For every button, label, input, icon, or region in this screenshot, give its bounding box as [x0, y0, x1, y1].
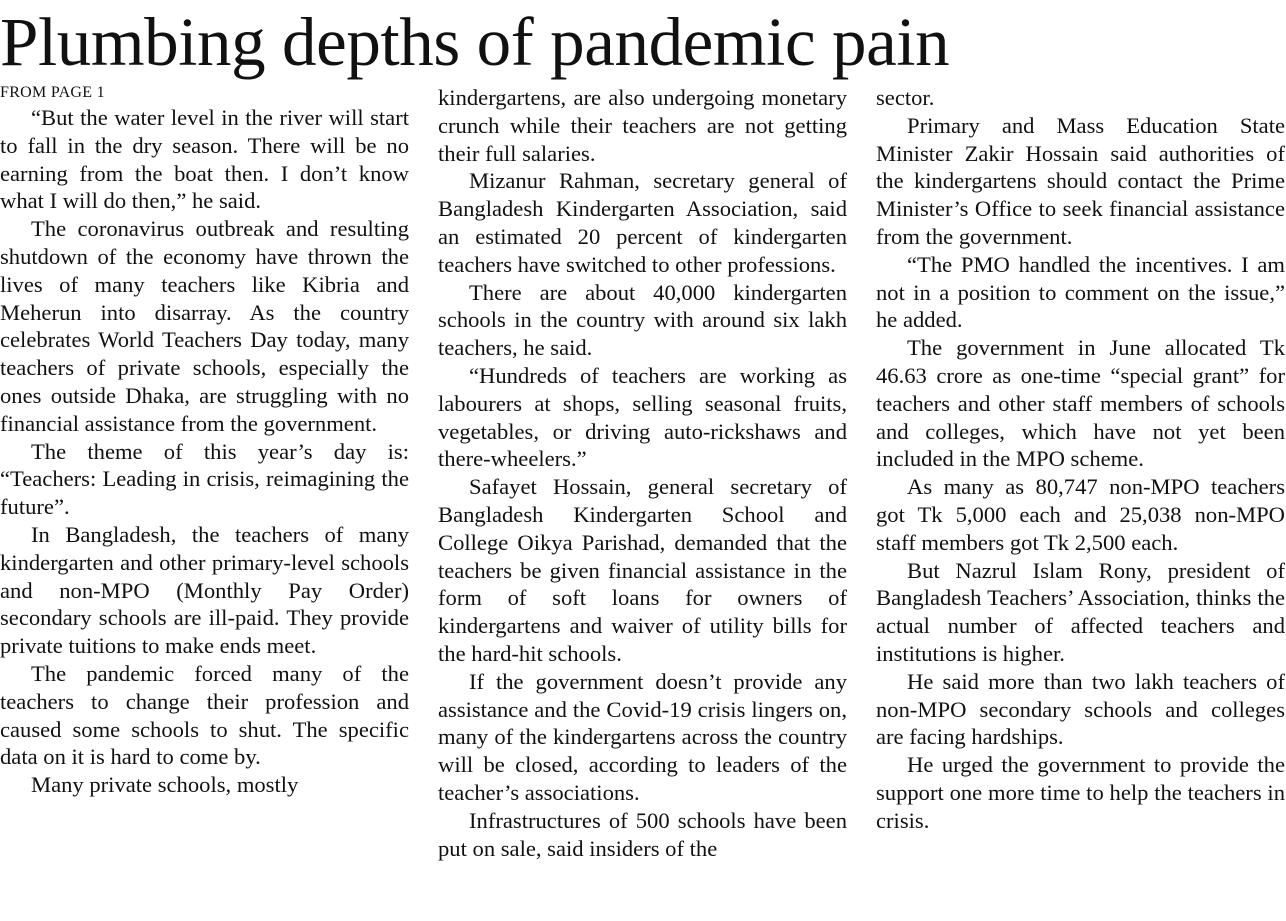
paragraph: Many private schools, mostly	[31, 772, 299, 798]
jump-line: FROM PAGE 1	[0, 84, 105, 101]
headline: Plumbing depths of pandemic pain	[0, 4, 950, 80]
paragraph: “Hundreds of teachers are working as labourers at shops, selling seasonal fruits, vegetables, or driving auto-rickshaws and there-wheelers.”	[438, 362, 847, 472]
article-column-2	[438, 84, 847, 862]
paragraph-continuation: kindergartens, are also undergoing monetary crunch while their teachers are not getting their full salaries.	[438, 85, 847, 166]
paragraph: As many as 80,747 non-MPO teachers got Tk 5,000 each and 25,038 non-MPO staff members got Tk 2,500 each.	[876, 474, 1285, 555]
article-column-3	[876, 84, 1285, 835]
paragraph: Infrastructures of 500 schools have been put on sale, said insiders of the	[438, 807, 847, 861]
paragraph-continuation: sector.	[876, 85, 935, 110]
paragraph: Primary and Mass Education State Minister Zakir Hossain said authorities of the kindergartens should contact the Prime Minister’s Office to seek financial assistance from the government.	[876, 112, 1285, 249]
paragraph: “The PMO handled the incentives. I am not in a position to comment on the issue,” he added.	[876, 251, 1285, 333]
paragraph: There are about 40,000 kindergarten schools in the country with around six lakh teachers, he said.	[438, 279, 847, 361]
paragraph: But Nazrul Islam Rony, president of Bangladesh Teachers’ Association, thinks the actual number of affected teachers and institutions is higher.	[876, 557, 1285, 666]
article-column-1	[0, 82, 409, 799]
paragraph: “But the water level in the river will start to fall in the dry season. There will be no earning from the boat then. I don’t know what I will do then,” he said.	[0, 105, 409, 214]
paragraph: He urged the government to provide the support one more time to help the teachers in crisis.	[876, 752, 1285, 833]
paragraph: The government in June allocated Tk 46.63 crore as one-time “special grant” for teachers and other staff members of schools and colleges, which have not yet been included in the MPO scheme.	[876, 335, 1285, 472]
paragraph: In Bangladesh, the teachers of many kindergarten and other primary-level schools and non-MPO (Monthly Pay Order) secondary schools are ill-paid. They provide private tuitions to make ends meet.	[0, 521, 409, 659]
paragraph: Safayet Hossain, general secretary of Bangladesh Kindergarten School and College Oikya Parishad, demanded that the teachers be given financial assistance in the form of soft loans for owners of kindergartens and waiver of utility bills for the hard-hit schools.	[438, 474, 847, 666]
paragraph: He said more than two lakh teachers of non-MPO secondary schools and colleges are facing hardships.	[876, 668, 1285, 750]
paragraph: The theme of this year’s day is: “Teachers: Leading in crisis, reimagining the future”.	[0, 438, 409, 520]
paragraph: If the government doesn’t provide any assistance and the Covid-19 crisis lingers on, many of the kindergartens across the country will be closed, according to leaders of the teacher’s associations.	[438, 668, 847, 805]
paragraph: The coronavirus outbreak and resulting shutdown of the economy have thrown the lives of many teachers like Kibria and Meherun into disarray. As the country celebrates World Teachers Day today, many teachers of private schools, especially the ones outside Dhaka, are struggling with no financial assistance from the government.	[0, 216, 409, 436]
paragraph: Mizanur Rahman, secretary general of Bangladesh Kindergarten Association, said an estimated 20 percent of kindergarten teachers have switched to other professions.	[438, 168, 847, 277]
paragraph: The pandemic forced many of the teachers to change their profession and caused some schools to shut. The specific data on it is hard to come by.	[0, 660, 409, 770]
